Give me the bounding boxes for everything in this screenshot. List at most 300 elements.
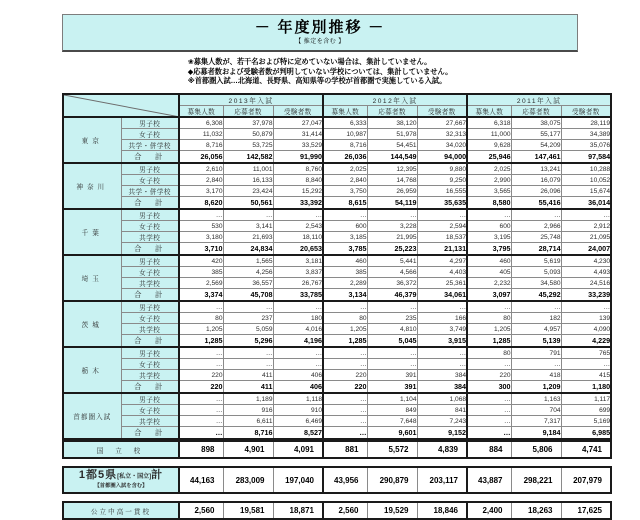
data-cell: 34,389 [561,129,611,140]
data-cell: 600 [467,221,511,232]
data-cell: 3,374 [179,289,223,302]
prefecture-label-5: 茨城 [63,301,121,347]
school-type-label: 女子校 [121,221,179,232]
school-type-label: 合 計 [121,335,179,348]
data-cell: 7,317 [511,416,561,427]
data-cell: 2,912 [561,221,611,232]
data-cell: 2,289 [323,278,367,289]
data-cell: 10,288 [561,163,611,175]
data-cell: … [417,359,467,370]
data-cell: 4,297 [417,255,467,267]
corner-diagonal-cell [63,94,179,117]
school-type-label: 共学校 [121,278,179,289]
data-cell: 5,139 [511,335,561,348]
school-type-label: 男子校 [121,209,179,221]
summary-data-cell: 4,839 [417,441,467,458]
data-cell: 144,549 [367,151,417,164]
data-cell: 8,615 [323,197,367,210]
data-cell: 18,537 [417,232,467,243]
data-cell: 18,110 [273,232,323,243]
data-cell: 54,451 [367,140,417,151]
table-row [63,129,611,140]
data-cell: 21,995 [367,232,417,243]
data-cell: 11,001 [223,163,273,175]
data-cell: 94,000 [417,151,467,164]
data-cell: 53,725 [223,140,273,151]
data-cell: 36,557 [223,278,273,289]
data-cell: 4,090 [561,324,611,335]
summary-data-cell: 283,009 [223,467,273,493]
data-cell: 8,716 [179,140,223,151]
data-cell: 415 [561,370,611,381]
data-cell: 3,097 [467,289,511,302]
data-cell: 3,181 [273,255,323,267]
data-cell: 9,601 [367,427,417,440]
data-cell: 21,095 [561,232,611,243]
data-cell: 27,667 [417,117,467,129]
prefecture-label-6: 栃木 [63,347,121,393]
data-cell: 46,379 [367,289,417,302]
data-cell: 25,748 [511,232,561,243]
data-cell: … [467,209,511,221]
data-cell: … [467,301,511,313]
table-row [63,405,611,416]
data-cell: … [273,301,323,313]
header-year-2013: 2013年入試 [179,94,323,106]
data-cell: … [223,209,273,221]
table-row [63,324,611,335]
table-header-years [63,94,611,106]
data-cell: 405 [467,267,511,278]
data-cell: 26,056 [179,151,223,164]
prefecture-label-3: 千葉 [63,209,121,255]
data-cell: 50,879 [223,129,273,140]
data-cell: 5,441 [367,255,417,267]
data-cell: 1,180 [561,381,611,394]
data-cell: 916 [223,405,273,416]
data-cell: … [561,301,611,313]
table-row [63,335,611,348]
data-cell: … [179,405,223,416]
data-cell: 1,205 [179,324,223,335]
table-row [63,278,611,289]
data-cell: 791 [511,347,561,359]
data-cell: 6,333 [323,117,367,129]
data-cell: … [467,427,511,440]
data-cell: 5,045 [367,335,417,348]
data-cell: 27,047 [273,117,323,129]
school-type-label: 共学校 [121,232,179,243]
data-cell: 391 [367,381,417,394]
data-cell: 1,118 [273,393,323,405]
data-cell: 6,469 [273,416,323,427]
summary-data-cell: 5,572 [367,441,417,458]
data-cell: 384 [417,381,467,394]
data-cell: 38,075 [511,117,561,129]
data-cell: 3,141 [223,221,273,232]
data-cell: 9,184 [511,427,561,440]
data-cell: 420 [179,255,223,267]
data-cell: 21,693 [223,232,273,243]
data-cell: 6,308 [179,117,223,129]
data-cell: 411 [223,381,273,394]
school-type-label: 共学校 [121,416,179,427]
data-cell: 34,061 [417,289,467,302]
data-cell: 4,256 [223,267,273,278]
table-row [63,117,611,129]
data-cell: 54,209 [511,140,561,151]
data-cell: … [561,209,611,221]
data-cell: 3,795 [467,243,511,256]
data-cell: 6,985 [561,427,611,440]
summary-row [63,467,611,493]
prefecture-label-2: 神奈川 [63,163,121,209]
data-cell: 2,569 [179,278,223,289]
data-cell: 8,527 [273,427,323,440]
data-cell: 32,313 [417,129,467,140]
prefecture-label-4: 埼玉 [63,255,121,301]
summary-data-cell: 298,221 [511,467,561,493]
table-row [63,197,611,210]
data-cell: 3,915 [417,335,467,348]
table-row [63,427,611,440]
data-cell: 765 [561,347,611,359]
data-cell: 1,285 [179,335,223,348]
data-cell: 3,837 [273,267,323,278]
data-cell: 20,653 [273,243,323,256]
data-cell: 3,134 [323,289,367,302]
school-type-label: 男子校 [121,255,179,267]
school-type-label: 合 計 [121,289,179,302]
table-row [63,232,611,243]
data-cell: 8,716 [323,140,367,151]
data-cell: 4,493 [561,267,611,278]
data-cell: … [323,427,367,440]
report-title-banner [62,14,578,52]
data-cell: 51,978 [367,129,417,140]
data-cell: … [417,301,467,313]
data-cell: 26,767 [273,278,323,289]
data-cell: 21,131 [417,243,467,256]
data-cell: 45,708 [223,289,273,302]
data-cell: 4,230 [561,255,611,267]
data-cell: 2,840 [179,175,223,186]
data-cell: 5,169 [561,416,611,427]
summary-data-cell: 18,263 [511,502,561,519]
data-cell: … [273,209,323,221]
data-cell: 841 [417,405,467,416]
data-cell: … [179,301,223,313]
data-cell: 1,068 [417,393,467,405]
data-cell: 38,120 [367,117,417,129]
data-cell: 4,229 [561,335,611,348]
notes-block [62,52,578,93]
school-type-label: 女子校 [121,129,179,140]
summary-data-cell: 4,091 [273,441,323,458]
school-type-label: 共学校 [121,370,179,381]
data-cell: 147,461 [511,151,561,164]
data-cell: 55,416 [511,197,561,210]
data-cell: 384 [417,370,467,381]
data-cell: 26,959 [367,186,417,197]
summary-data-cell: 4,741 [561,441,611,458]
data-cell: 8,580 [467,197,511,210]
data-cell: … [367,301,417,313]
school-type-label: 女子校 [121,313,179,324]
data-cell: 704 [511,405,561,416]
data-cell: 55,177 [511,129,561,140]
data-cell: 8,840 [273,175,323,186]
data-cell: … [511,209,561,221]
school-type-label: 合 計 [121,381,179,394]
school-type-label: 合 計 [121,151,179,164]
data-cell: 3,170 [179,186,223,197]
school-type-label: 合 計 [121,243,179,256]
school-type-label: 合 計 [121,197,179,210]
data-cell: … [223,347,273,359]
data-cell: 406 [273,370,323,381]
table-row [63,140,611,151]
data-cell: 25,361 [417,278,467,289]
table-row [63,313,611,324]
data-cell: 2,990 [467,175,511,186]
header-metric-2011-boshu: 募集人数 [467,106,511,118]
data-cell: 1,285 [467,335,511,348]
data-cell: 139 [561,313,611,324]
data-cell: 80 [467,347,511,359]
summary-row-label [63,467,179,493]
summary-label-sub: 【首都圏入試を含む】 [94,483,148,490]
data-cell: 2,610 [179,163,223,175]
summary-data-cell: 207,979 [561,467,611,493]
header-year-2012: 2012年入試 [323,94,467,106]
data-cell: … [417,209,467,221]
data-cell: … [323,359,367,370]
data-cell: 182 [511,313,561,324]
data-cell: 385 [323,267,367,278]
table-row [63,381,611,394]
summary-data-cell: 43,887 [467,467,511,493]
school-type-label: 女子校 [121,267,179,278]
summary-data-cell: 19,529 [367,502,417,519]
diagonal-slash-icon [64,95,179,117]
data-cell: … [179,427,223,440]
table-row [63,393,611,405]
data-cell: 220 [179,370,223,381]
data-cell: 3,180 [179,232,223,243]
school-type-label: 共学・併学校 [121,140,179,151]
data-cell: 12,395 [367,163,417,175]
summary-data-cell: 884 [467,441,511,458]
data-cell: 50,561 [223,197,273,210]
data-cell: 8,716 [223,427,273,440]
data-cell: 6,611 [223,416,273,427]
school-type-label: 男子校 [121,393,179,405]
data-cell: 5,093 [511,267,561,278]
data-cell: 142,582 [223,151,273,164]
data-cell: 31,414 [273,129,323,140]
data-cell: 10,987 [323,129,367,140]
data-cell: 80 [179,313,223,324]
data-cell: 16,555 [417,186,467,197]
data-cell: … [511,301,561,313]
data-cell: … [179,209,223,221]
school-type-label: 女子校 [121,405,179,416]
summary-data-cell: 18,846 [417,502,467,519]
data-cell: 237 [223,313,273,324]
data-cell: 8,760 [273,163,323,175]
data-cell: 910 [273,405,323,416]
summary-data-cell: 5,806 [511,441,561,458]
data-cell: 1,117 [561,393,611,405]
data-cell: 418 [511,370,561,381]
data-cell: … [179,359,223,370]
school-type-label: 女子校 [121,359,179,370]
summary-data-cell: 18,871 [273,502,323,519]
data-cell: … [223,301,273,313]
data-cell: … [179,347,223,359]
data-cell: … [223,359,273,370]
summary-data-cell: 19,581 [223,502,273,519]
data-cell: 23,424 [223,186,273,197]
data-cell: 36,372 [367,278,417,289]
data-cell: 1,205 [323,324,367,335]
data-cell: 14,768 [367,175,417,186]
table-body [63,117,611,439]
school-type-label: 女子校 [121,175,179,186]
note-line-2: ◆応募者数および受験者数が判明していない学校については、集計していません。 [187,66,453,76]
summary-data-cell: 2,560 [323,502,367,519]
header-metric-2012-oubo: 応募者数 [367,106,417,118]
data-cell: 4,810 [367,324,417,335]
data-cell: 235 [367,313,417,324]
data-cell: 11,032 [179,129,223,140]
data-cell: … [367,359,417,370]
data-cell: … [467,405,511,416]
data-cell: … [323,393,367,405]
data-cell: 25,946 [467,151,511,164]
data-cell: 24,007 [561,243,611,256]
data-cell: 9,152 [417,427,467,440]
prefecture-label-7: 首都圏入試 [63,393,121,439]
summary-label-main: 1都5県 [78,469,118,482]
data-cell: 33,239 [561,289,611,302]
data-cell: 3,185 [323,232,367,243]
header-year-2011: 2011年入試 [467,94,611,106]
data-cell: 1,104 [367,393,417,405]
data-cell: … [179,393,223,405]
data-cell: 91,990 [273,151,323,164]
table-row [63,151,611,164]
summary-row [63,502,611,519]
data-cell: … [323,347,367,359]
summary-row-label: 公立中高一貫校 [63,502,179,519]
data-cell: 33,785 [273,289,323,302]
data-cell: 97,584 [561,151,611,164]
data-cell: 34,020 [417,140,467,151]
data-cell: 9,628 [467,140,511,151]
data-cell: 2,966 [511,221,561,232]
school-type-label: 共学・併学校 [121,186,179,197]
data-cell: 2,025 [467,163,511,175]
data-cell: 9,250 [417,175,467,186]
statistics-table [62,93,612,440]
data-cell: 2,594 [417,221,467,232]
summary-data-cell: 290,879 [367,467,417,493]
data-cell: 1,209 [511,381,561,394]
data-cell: 1,163 [511,393,561,405]
data-cell: … [323,209,367,221]
data-cell: 4,957 [511,324,561,335]
school-type-label: 共学校 [121,324,179,335]
data-cell: 4,403 [417,267,467,278]
data-cell: 460 [323,255,367,267]
data-cell: 28,714 [511,243,561,256]
data-cell: 28,119 [561,117,611,129]
data-cell: … [561,359,611,370]
summary-body [63,441,611,519]
table-row [63,175,611,186]
data-cell: 2,840 [323,175,367,186]
summary-data-cell: 881 [323,441,367,458]
data-cell: 385 [179,267,223,278]
prefecture-label-1: 東京 [63,117,121,163]
data-cell: … [323,301,367,313]
data-cell: 166 [417,313,467,324]
school-type-label: 男子校 [121,117,179,129]
data-cell: 699 [561,405,611,416]
header-metric-2013-boshu: 募集人数 [179,106,223,118]
table-row [63,209,611,221]
data-cell: 7,243 [417,416,467,427]
data-cell: 24,516 [561,278,611,289]
data-cell: 34,580 [511,278,561,289]
summary-data-cell: 2,400 [467,502,511,519]
data-cell: 1,189 [223,393,273,405]
header-metric-2013-oubo: 応募者数 [223,106,273,118]
table-row [63,243,611,256]
table-row [63,301,611,313]
table-row [63,416,611,427]
school-type-label: 男子校 [121,301,179,313]
data-cell: 13,241 [511,163,561,175]
data-cell: 35,635 [417,197,467,210]
summary-data-cell: 2,560 [179,502,223,519]
data-cell: 80 [467,313,511,324]
data-cell: 220 [179,381,223,394]
data-cell: 8,620 [179,197,223,210]
data-cell: 36,014 [561,197,611,210]
data-cell: 11,000 [467,129,511,140]
data-cell: 220 [467,370,511,381]
data-cell: 6,318 [467,117,511,129]
data-cell: 600 [323,221,367,232]
table-row [63,370,611,381]
data-cell: 5,296 [223,335,273,348]
data-cell: 10,052 [561,175,611,186]
data-cell: 3,750 [323,186,367,197]
data-cell: 300 [467,381,511,394]
data-cell: 849 [367,405,417,416]
data-cell: 33,529 [273,140,323,151]
data-cell: … [467,359,511,370]
data-cell: 15,292 [273,186,323,197]
data-cell: 1,205 [467,324,511,335]
page-title: － 年度別推移 － [254,20,386,36]
data-cell: 2,232 [467,278,511,289]
summary-label-kei: 計 [151,469,164,482]
data-cell: … [273,347,323,359]
